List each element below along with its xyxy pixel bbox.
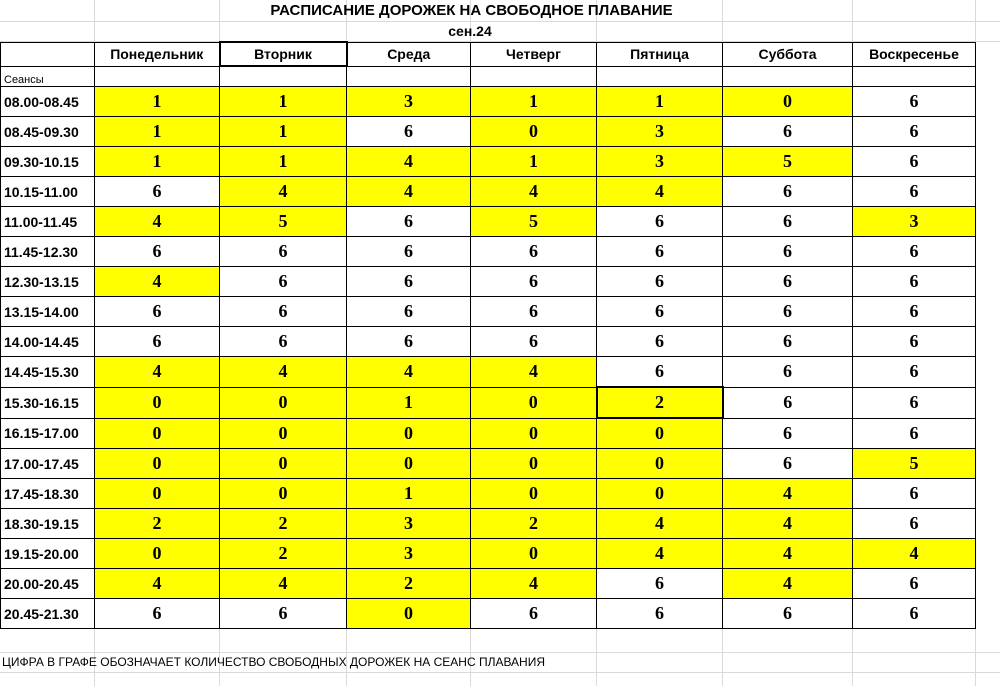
table-row	[1, 87, 976, 117]
lanes-cell-thursday[interactable]: 0	[471, 449, 597, 479]
lanes-cell-tuesday[interactable]: 5	[220, 207, 347, 237]
lanes-cell-tuesday[interactable]: 1	[220, 147, 347, 177]
table-row	[1, 147, 976, 177]
session-time-cell[interactable]: 10.15-11.00	[1, 177, 95, 207]
gridline	[0, 672, 1000, 673]
session-time-cell[interactable]: 19.15-20.00	[1, 539, 95, 569]
lanes-cell-friday[interactable]: 6	[597, 267, 723, 297]
lanes-cell-sunday[interactable]: 6	[853, 479, 976, 509]
lanes-cell-tuesday[interactable]: 1	[220, 87, 347, 117]
lanes-cell-thursday[interactable]: 0	[471, 418, 597, 449]
lanes-cell-monday[interactable]: 6	[95, 237, 220, 267]
lanes-cell-saturday[interactable]: 6	[723, 177, 853, 207]
lanes-cell-wednesday[interactable]: 3	[347, 87, 471, 117]
lanes-cell-saturday[interactable]: 6	[723, 327, 853, 357]
session-time-cell[interactable]: 20.00-20.45	[1, 569, 95, 599]
lanes-cell-thursday[interactable]: 0	[471, 479, 597, 509]
day-header-saturday[interactable]: Суббота	[723, 42, 853, 66]
lanes-cell-monday[interactable]: 0	[95, 418, 220, 449]
empty-cell[interactable]	[95, 66, 220, 87]
lanes-cell-monday[interactable]: 6	[95, 327, 220, 357]
session-time-cell[interactable]: 20.45-21.30	[1, 599, 95, 629]
sheet-title: РАСПИСАНИЕ ДОРОЖЕК НА СВОБОДНОЕ ПЛАВАНИЕ	[270, 2, 673, 19]
lanes-cell-thursday[interactable]: 6	[471, 267, 597, 297]
session-time-cell[interactable]: 08.45-09.30	[1, 117, 95, 147]
subheader-row	[1, 66, 976, 87]
lanes-cell-thursday[interactable]: 4	[471, 569, 597, 599]
lanes-cell-sunday[interactable]: 6	[853, 117, 976, 147]
lanes-cell-wednesday[interactable]: 6	[347, 117, 471, 147]
lanes-cell-wednesday[interactable]: 6	[347, 267, 471, 297]
lanes-cell-friday[interactable]: 0	[597, 479, 723, 509]
lanes-cell-saturday[interactable]: 6	[723, 297, 853, 327]
lanes-cell-monday[interactable]: 0	[95, 539, 220, 569]
session-time-cell[interactable]: 15.30-16.15	[1, 387, 95, 418]
table-row	[1, 267, 976, 297]
sheet-subtitle: сен.24	[448, 23, 492, 39]
lanes-cell-tuesday[interactable]: 0	[220, 418, 347, 449]
table-row	[1, 418, 976, 449]
lanes-cell-sunday[interactable]: 4	[853, 539, 976, 569]
lanes-cell-sunday[interactable]: 6	[853, 569, 976, 599]
lanes-cell-friday[interactable]: 3	[597, 117, 723, 147]
lanes-cell-thursday[interactable]: 6	[471, 297, 597, 327]
lanes-cell-wednesday[interactable]: 1	[347, 387, 471, 418]
lanes-cell-monday[interactable]: 6	[95, 177, 220, 207]
lanes-cell-thursday[interactable]: 0	[471, 539, 597, 569]
lanes-cell-sunday[interactable]: 6	[853, 297, 976, 327]
table-row	[1, 449, 976, 479]
session-time-cell[interactable]: 09.30-10.15	[1, 147, 95, 177]
lanes-cell-friday[interactable]: 0	[597, 418, 723, 449]
lanes-cell-wednesday[interactable]: 3	[347, 509, 471, 539]
lanes-cell-saturday[interactable]: 4	[723, 509, 853, 539]
lanes-cell-tuesday[interactable]: 6	[220, 599, 347, 629]
lanes-cell-saturday[interactable]: 6	[723, 357, 853, 388]
lanes-cell-friday[interactable]: 6	[597, 569, 723, 599]
lanes-cell-wednesday[interactable]: 1	[347, 479, 471, 509]
session-time-cell[interactable]: 18.30-19.15	[1, 509, 95, 539]
table-row	[1, 237, 976, 267]
lanes-cell-tuesday[interactable]: 4	[220, 569, 347, 599]
day-header-sunday[interactable]: Воскресенье	[853, 42, 976, 66]
lanes-cell-tuesday[interactable]: 6	[220, 267, 347, 297]
lanes-cell-sunday[interactable]: 6	[853, 387, 976, 418]
lanes-cell-saturday[interactable]: 6	[723, 387, 853, 418]
lanes-cell-sunday[interactable]: 6	[853, 87, 976, 117]
table-row	[1, 569, 976, 599]
table-row	[1, 357, 976, 388]
lanes-cell-wednesday[interactable]: 6	[347, 327, 471, 357]
session-time-cell[interactable]: 13.15-14.00	[1, 297, 95, 327]
lanes-cell-saturday[interactable]: 6	[723, 237, 853, 267]
lanes-cell-friday[interactable]: 6	[597, 297, 723, 327]
empty-cell[interactable]	[853, 66, 976, 87]
lanes-cell-friday[interactable]: 6	[597, 207, 723, 237]
table-row	[1, 177, 976, 207]
session-time-cell[interactable]: 14.45-15.30	[1, 357, 95, 388]
lanes-cell-tuesday[interactable]: 6	[220, 327, 347, 357]
lanes-cell-sunday[interactable]: 6	[853, 418, 976, 449]
lanes-cell-monday[interactable]: 2	[95, 509, 220, 539]
lanes-cell-friday[interactable]: 2	[597, 387, 723, 418]
lanes-cell-wednesday[interactable]: 6	[347, 237, 471, 267]
day-header-friday[interactable]: Пятница	[597, 42, 723, 66]
lanes-cell-sunday[interactable]: 5	[853, 449, 976, 479]
lanes-cell-wednesday[interactable]: 0	[347, 449, 471, 479]
lanes-cell-friday[interactable]: 4	[597, 177, 723, 207]
lanes-cell-tuesday[interactable]: 2	[220, 539, 347, 569]
lanes-cell-thursday[interactable]: 1	[471, 87, 597, 117]
lanes-cell-thursday[interactable]: 6	[471, 237, 597, 267]
lanes-cell-thursday[interactable]: 1	[471, 147, 597, 177]
lanes-cell-monday[interactable]: 1	[95, 117, 220, 147]
lanes-cell-tuesday[interactable]: 0	[220, 449, 347, 479]
session-time-cell[interactable]: 16.15-17.00	[1, 418, 95, 449]
sessions-label[interactable]: Сеансы	[1, 66, 95, 87]
lanes-cell-thursday[interactable]: 4	[471, 177, 597, 207]
lanes-cell-sunday[interactable]: 6	[853, 509, 976, 539]
day-header-tuesday[interactable]: Вторник	[220, 42, 347, 66]
lanes-cell-sunday[interactable]: 6	[853, 267, 976, 297]
session-time-cell[interactable]: 08.00-08.45	[1, 87, 95, 117]
lanes-cell-monday[interactable]: 1	[95, 147, 220, 177]
lanes-cell-wednesday[interactable]: 4	[347, 147, 471, 177]
lanes-cell-saturday[interactable]: 4	[723, 479, 853, 509]
lanes-cell-thursday[interactable]: 2	[471, 509, 597, 539]
lanes-cell-friday[interactable]: 6	[597, 599, 723, 629]
lanes-cell-friday[interactable]: 6	[597, 327, 723, 357]
lanes-cell-saturday[interactable]: 5	[723, 147, 853, 177]
corner-cell[interactable]	[1, 42, 95, 66]
empty-cell[interactable]	[597, 66, 723, 87]
lanes-cell-thursday[interactable]: 6	[471, 599, 597, 629]
lanes-cell-monday[interactable]: 1	[95, 87, 220, 117]
lanes-cell-wednesday[interactable]: 6	[347, 207, 471, 237]
lanes-cell-wednesday[interactable]: 4	[347, 177, 471, 207]
lanes-cell-monday[interactable]: 6	[95, 297, 220, 327]
lanes-cell-wednesday[interactable]: 3	[347, 539, 471, 569]
lanes-cell-monday[interactable]: 4	[95, 569, 220, 599]
lanes-cell-saturday[interactable]: 6	[723, 267, 853, 297]
lanes-cell-monday[interactable]: 0	[95, 449, 220, 479]
lanes-cell-sunday[interactable]: 6	[853, 177, 976, 207]
header-row	[1, 42, 976, 66]
lanes-cell-wednesday[interactable]: 0	[347, 418, 471, 449]
lanes-cell-friday[interactable]: 6	[597, 357, 723, 388]
lanes-cell-friday[interactable]: 4	[597, 509, 723, 539]
lanes-cell-saturday[interactable]: 6	[723, 449, 853, 479]
table-row	[1, 297, 976, 327]
lanes-cell-sunday[interactable]: 3	[853, 207, 976, 237]
lanes-cell-tuesday[interactable]: 6	[220, 297, 347, 327]
lanes-cell-monday[interactable]: 6	[95, 599, 220, 629]
table-row	[1, 207, 976, 237]
lanes-cell-monday[interactable]: 0	[95, 479, 220, 509]
lanes-cell-sunday[interactable]: 6	[853, 599, 976, 629]
lanes-cell-thursday[interactable]: 0	[471, 387, 597, 418]
empty-cell[interactable]	[471, 66, 597, 87]
table-row	[1, 599, 976, 629]
lanes-cell-friday[interactable]: 6	[597, 237, 723, 267]
day-header-thursday[interactable]: Четверг	[471, 42, 597, 66]
session-time-cell[interactable]: 14.00-14.45	[1, 327, 95, 357]
lanes-cell-tuesday[interactable]: 0	[220, 479, 347, 509]
lanes-cell-friday[interactable]: 3	[597, 147, 723, 177]
lanes-cell-monday[interactable]: 4	[95, 267, 220, 297]
lanes-cell-saturday[interactable]: 4	[723, 569, 853, 599]
lanes-cell-tuesday[interactable]: 6	[220, 237, 347, 267]
lanes-cell-saturday[interactable]: 6	[723, 117, 853, 147]
table-row	[1, 509, 976, 539]
empty-cell[interactable]	[723, 66, 853, 87]
lanes-cell-monday[interactable]: 4	[95, 207, 220, 237]
lanes-cell-wednesday[interactable]: 6	[347, 297, 471, 327]
lanes-cell-monday[interactable]: 4	[95, 357, 220, 388]
lanes-cell-tuesday[interactable]: 0	[220, 387, 347, 418]
day-header-wednesday[interactable]: Среда	[347, 42, 471, 66]
empty-cell[interactable]	[220, 66, 347, 87]
lanes-cell-saturday[interactable]: 6	[723, 418, 853, 449]
session-time-cell[interactable]: 11.45-12.30	[1, 237, 95, 267]
lanes-cell-wednesday[interactable]: 4	[347, 357, 471, 388]
lanes-cell-saturday[interactable]: 6	[723, 207, 853, 237]
lanes-cell-saturday[interactable]: 4	[723, 539, 853, 569]
table-row	[1, 387, 976, 418]
table-row	[1, 539, 976, 569]
lanes-cell-sunday[interactable]: 6	[853, 327, 976, 357]
lanes-cell-saturday[interactable]: 0	[723, 87, 853, 117]
session-time-cell[interactable]: 11.00-11.45	[1, 207, 95, 237]
empty-cell[interactable]	[347, 66, 471, 87]
lanes-cell-sunday[interactable]: 6	[853, 357, 976, 388]
table-row	[1, 117, 976, 147]
lanes-cell-wednesday[interactable]: 0	[347, 599, 471, 629]
lanes-cell-thursday[interactable]: 5	[471, 207, 597, 237]
lanes-cell-tuesday[interactable]: 4	[220, 357, 347, 388]
lanes-cell-wednesday[interactable]: 2	[347, 569, 471, 599]
lanes-cell-monday[interactable]: 0	[95, 387, 220, 418]
lanes-cell-thursday[interactable]: 6	[471, 327, 597, 357]
table-row	[1, 479, 976, 509]
lanes-cell-sunday[interactable]: 6	[853, 147, 976, 177]
lanes-cell-friday[interactable]: 0	[597, 449, 723, 479]
lanes-cell-tuesday[interactable]: 2	[220, 509, 347, 539]
session-time-cell[interactable]: 12.30-13.15	[1, 267, 95, 297]
day-header-monday[interactable]: Понедельник	[95, 42, 220, 66]
lanes-cell-thursday[interactable]: 0	[471, 117, 597, 147]
lanes-cell-thursday[interactable]: 4	[471, 357, 597, 388]
table-row	[1, 327, 976, 357]
lanes-cell-tuesday[interactable]: 1	[220, 117, 347, 147]
lanes-cell-tuesday[interactable]: 4	[220, 177, 347, 207]
lanes-cell-saturday[interactable]: 6	[723, 599, 853, 629]
schedule-table	[0, 41, 976, 629]
legend-note: ЦИФРА В ГРАФЕ ОБОЗНАЧАЕТ КОЛИЧЕСТВО СВОБОДНЫХ ДОРОЖЕК НА СЕАНС ПЛАВАНИЯ	[2, 655, 546, 669]
session-time-cell[interactable]: 17.00-17.45	[1, 449, 95, 479]
session-time-cell[interactable]: 17.45-18.30	[1, 479, 95, 509]
lanes-cell-friday[interactable]: 1	[597, 87, 723, 117]
lanes-cell-friday[interactable]: 4	[597, 539, 723, 569]
lanes-cell-sunday[interactable]: 6	[853, 237, 976, 267]
